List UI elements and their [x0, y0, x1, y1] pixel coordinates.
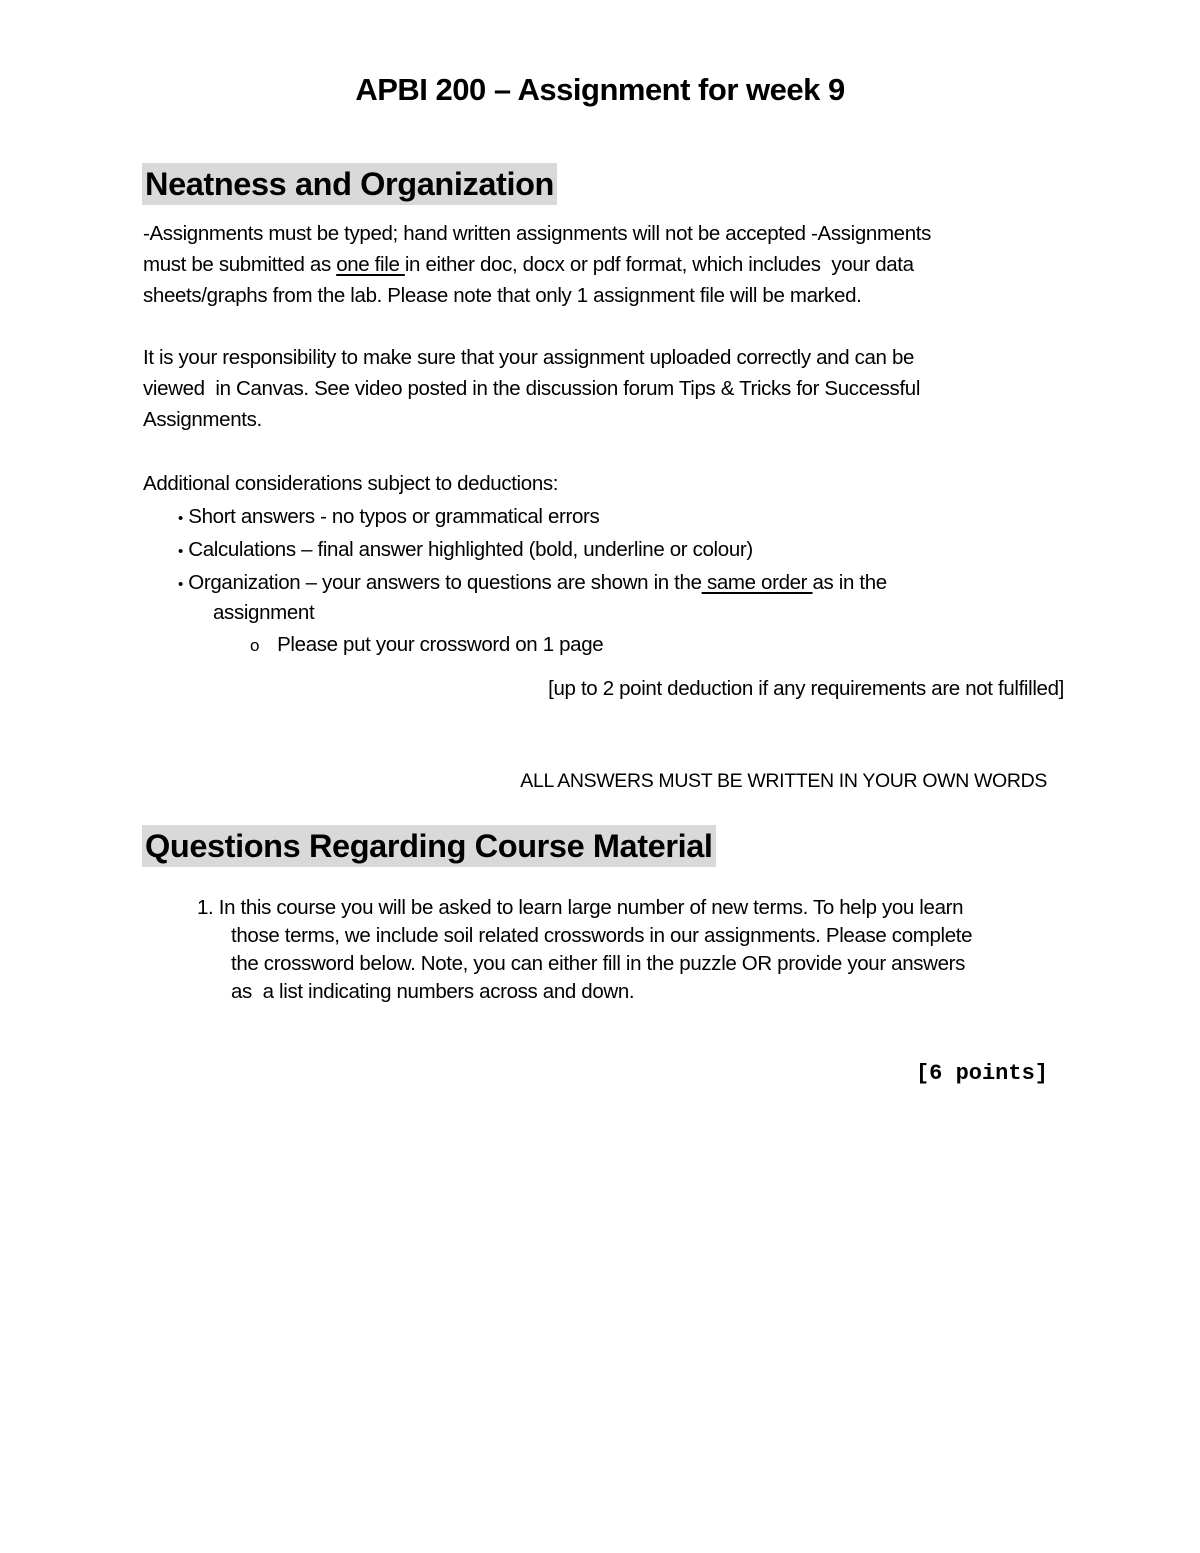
sub-list-item-text: Please put your crossword on 1 page [277, 633, 604, 656]
list-item-text: Organization – your answers to questions are shown in the [188, 571, 702, 594]
document-title: APBI 200 – Assignment for week 9 [355, 72, 845, 107]
bullet-icon: • [178, 543, 183, 560]
question-line [197, 894, 963, 922]
paragraph-line: Assignments. [143, 408, 262, 431]
paragraph-line: viewed in Canvas. See video posted in the discussion forum Tips & Tricks for Successful [143, 377, 921, 400]
circle-bullet-icon: o [250, 636, 260, 655]
question-text: In this course you will be asked to learn large number of new terms. To help you learn [218, 896, 964, 919]
list-item-text: as in the [812, 571, 887, 594]
paragraph-line: sheets/graphs from the lab. Please note that only 1 assignment file will be marked. [143, 284, 862, 307]
list-item-text: Short answers - no typos or grammatical errors [188, 505, 600, 528]
list-item [178, 501, 599, 534]
list-item [178, 567, 887, 600]
section-heading-questions: Questions Regarding Course Material [142, 825, 716, 867]
list-item-text: Calculations – final answer highlighted (bold, underline or colour) [188, 538, 753, 561]
underlined-one-file: one file [336, 253, 405, 276]
underlined-same-order: same order [701, 571, 813, 594]
question-number: 1. [197, 896, 214, 919]
sub-list-item [250, 629, 603, 661]
paragraph-line: -Assignments must be typed; hand written assignments will not be accepted -Assignments [143, 222, 932, 245]
paragraph-text: in either doc, docx or pdf format, which includes your data [404, 253, 914, 276]
list-item-continuation: assignment [213, 601, 315, 624]
question-line: those terms, we include soil related crosswords in our assignments. Please complete [231, 924, 973, 947]
list-item [178, 534, 753, 567]
considerations-intro: Additional considerations subject to deductions: [143, 472, 559, 495]
points-label: [6 points] [915, 1061, 1048, 1086]
question-line: the crossword below. Note, you can either fill in the puzzle OR provide your answers [231, 952, 966, 975]
bullet-icon: • [178, 510, 183, 527]
paragraph-line [143, 249, 914, 280]
question-line: as a list indicating numbers across and down. [231, 980, 635, 1003]
own-words-notice: ALL ANSWERS MUST BE WRITTEN IN YOUR OWN WORDS [520, 770, 1047, 792]
paragraph-text: must be submitted as [143, 253, 337, 276]
deduction-note: [up to 2 point deduction if any requirements are not fulfilled] [548, 677, 1064, 700]
bullet-icon: • [178, 576, 183, 593]
paragraph-line: It is your responsibility to make sure that your assignment uploaded correctly and can be [143, 346, 915, 369]
section-heading-neatness: Neatness and Organization [142, 163, 557, 205]
